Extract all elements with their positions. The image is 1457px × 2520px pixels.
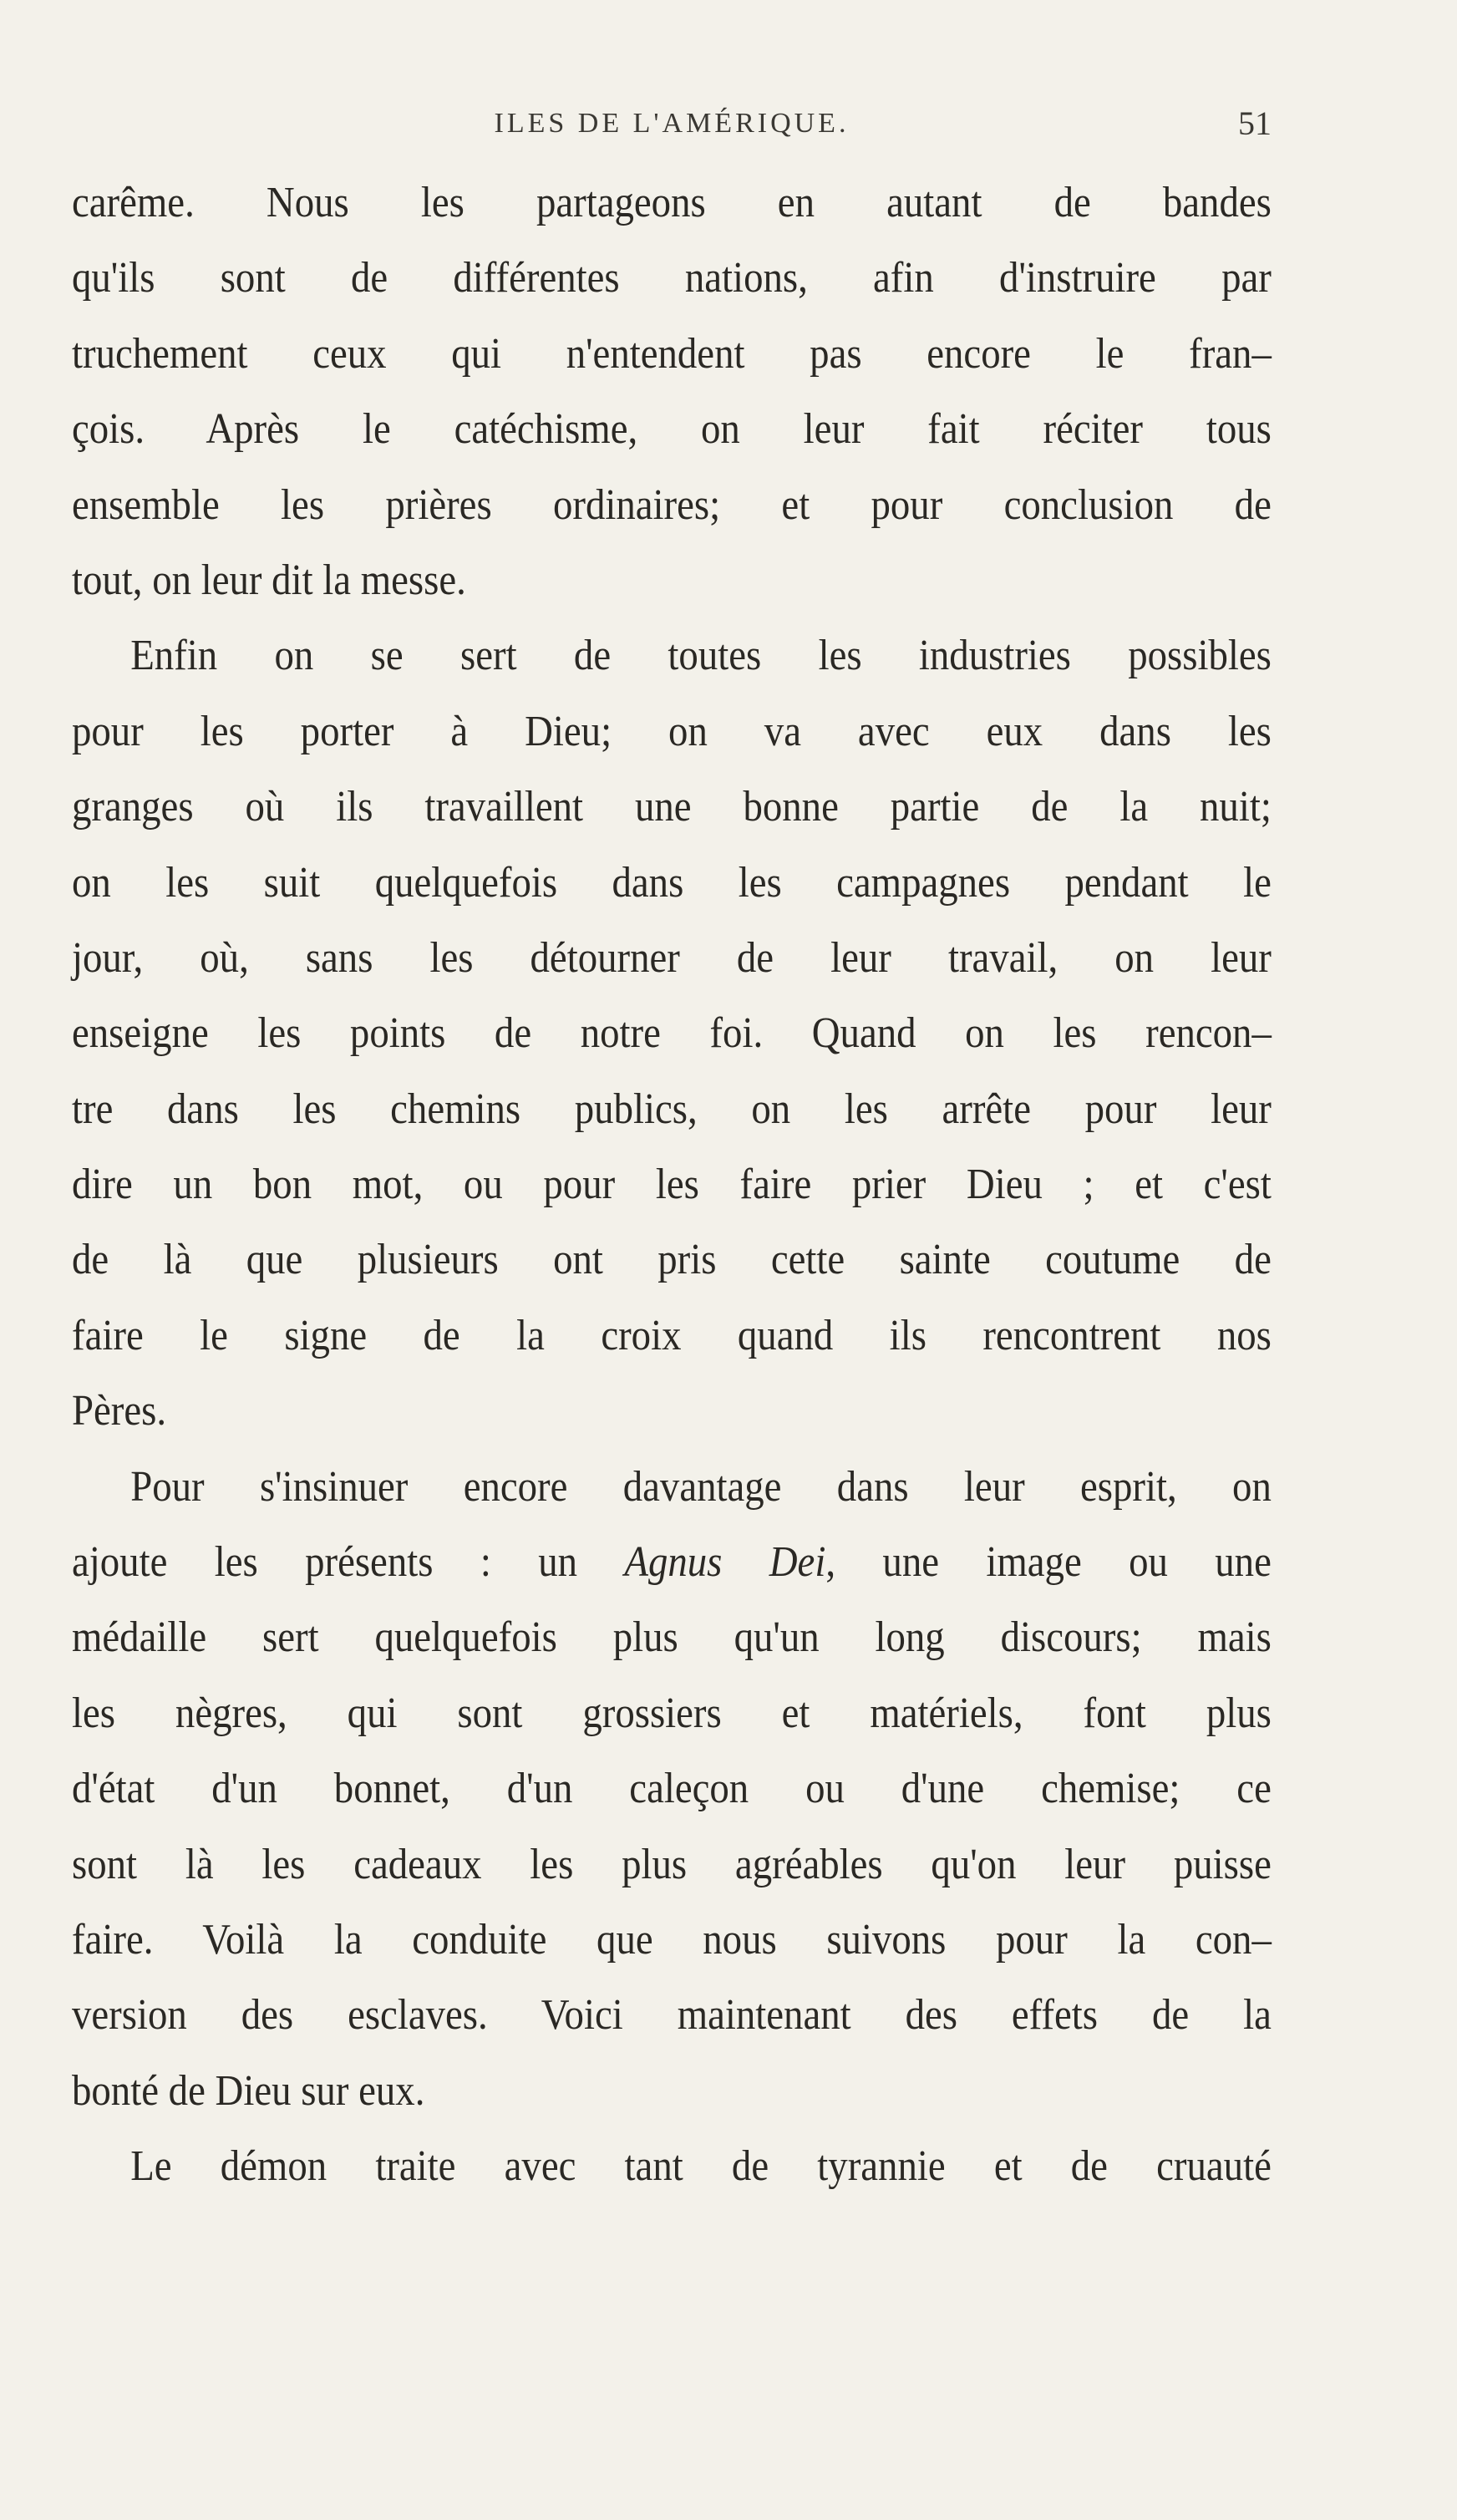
paragraph-start-line: Enfin on se sert de toutes les industries possibles: [130, 632, 1272, 680]
text-line: tout, on leur dit la messe.: [72, 556, 466, 604]
line-segment: , une image ou une: [825, 1538, 1272, 1587]
text-line: tre dans les chemins publics, on les arrête pour leur: [72, 1085, 1272, 1133]
text-line: faire. Voilà la conduite que nous suivons pour la con–: [72, 1915, 1272, 1964]
text-line: bonté de Dieu sur eux.: [72, 2066, 425, 2115]
text-line: jour, où, sans les détourner de leur travail, on leur: [72, 933, 1272, 982]
text-line: sont là les cadeaux les plus agréables qu'on leur puisse: [72, 1840, 1272, 1888]
running-head: [72, 99, 1272, 149]
text-line: dire un bon mot, ou pour les faire prier Dieu ; et c'est: [72, 1161, 1272, 1209]
paragraph-start-line: Pour s'insinuer encore davantage dans leur esprit, on: [130, 1462, 1272, 1511]
text-line: d'état d'un bonnet, d'un caleçon ou d'une chemise; ce: [72, 1765, 1272, 1813]
text-line: pour les porter à Dieu; on va avec eux dans les: [72, 707, 1272, 755]
paragraph-start-line: Le démon traite avec tant de tyrannie et de cruauté: [130, 2142, 1272, 2191]
text-line: faire le signe de la croix quand ils rencontrent nos: [72, 1311, 1272, 1359]
running-title: ILES DE L'AMÉRIQUE.: [494, 108, 850, 139]
italic-phrase: Agnus Dei: [624, 1538, 826, 1587]
text-line: on les suit quelquefois dans les campagnes pendant le: [72, 858, 1272, 907]
line-segment: ajoute les présents : un: [72, 1538, 625, 1587]
body-text: [72, 165, 1272, 2205]
text-line: version des esclaves. Voici maintenant des effets de la: [72, 1991, 1272, 2040]
text-line: Pères.: [72, 1387, 167, 1435]
text-line: de là que plusieurs ont pris cette sainte coutume de: [72, 1236, 1272, 1284]
text-line: les nègres, qui sont grossiers et matériels, font plus: [72, 1689, 1272, 1737]
text-line: truchement ceux qui n'entendent pas encore le fran–: [72, 329, 1272, 378]
text-line: çois. Après le catéchisme, on leur fait réciter tous: [72, 405, 1272, 454]
text-line: qu'ils sont de différentes nations, afin d'instruire par: [72, 254, 1272, 302]
text-line: granges où ils travaillent une bonne partie de la nuit;: [72, 783, 1272, 831]
text-line: carême. Nous les partageons en autant de bandes: [72, 179, 1272, 226]
page-number: 51: [1238, 104, 1272, 142]
text-line: [72, 1525, 1272, 1600]
text-line: enseigne les points de notre foi. Quand on les rencon–: [72, 1009, 1272, 1058]
text-line: ensemble les prières ordinaires; et pour conclusion de: [72, 480, 1272, 529]
text-line: médaille sert quelquefois plus qu'un long discours; mais: [72, 1613, 1272, 1662]
